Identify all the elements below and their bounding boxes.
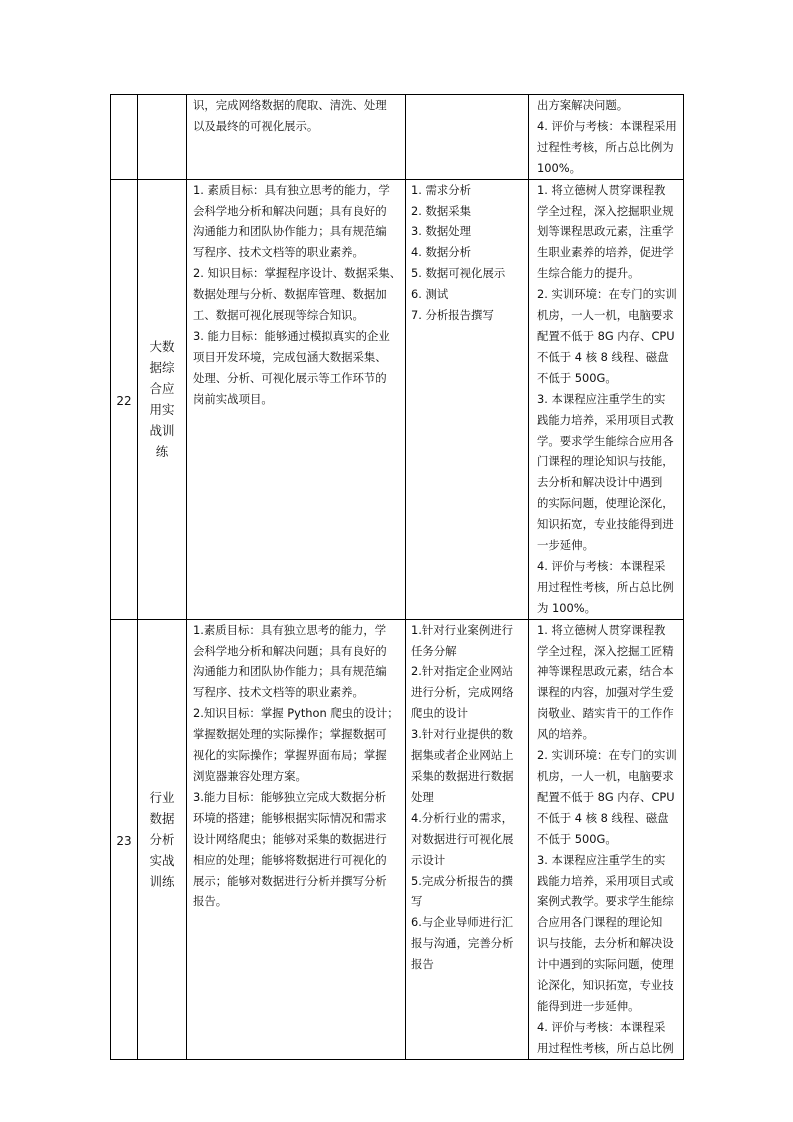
text-line: 项目开发环境，完成包涵大数据采集、 bbox=[193, 349, 387, 364]
text-line: 2. 实训环境：在专门的实训 bbox=[537, 287, 677, 302]
text-line: 写程序、技术文档等的职业素养。 bbox=[193, 245, 364, 260]
text-line: 配置不低于 8G 内存、CPU bbox=[537, 328, 675, 343]
text-line: 用过程性考核，所占总比例 bbox=[537, 1040, 674, 1055]
text-line: 3. 能力目标：能够通过模拟真实的企业 bbox=[193, 328, 390, 343]
curriculum-table bbox=[110, 94, 684, 1060]
text-line: 去分析和解决设计中遇到 bbox=[537, 475, 663, 490]
text-line: 为 100%。 bbox=[537, 600, 596, 615]
text-line: 门课程的理论知识与技能， bbox=[537, 454, 674, 469]
text-line: 识，完成网络数据的爬取、清洗、处理 bbox=[193, 98, 387, 112]
text-line: 出方案解决问题。 bbox=[537, 98, 629, 112]
text-line: 学全过程，深入挖掘工匠精 bbox=[537, 643, 674, 658]
course-name: 行业数据分析实战训练 bbox=[149, 789, 175, 889]
text-line: 1.素质目标：具有独立思考的能力，学 bbox=[193, 622, 387, 637]
text-line: 合应用各门课程的理论知 bbox=[537, 915, 663, 930]
text-line: 沟通能力和团队协作能力；具有规范编 bbox=[193, 664, 387, 679]
text-line: 学全过程，深入挖掘职业规 bbox=[537, 203, 674, 218]
text-line: 4. 评价与考核：本课程采 bbox=[537, 558, 666, 573]
text-line: 4. 评价与考核：本课程采 bbox=[537, 1019, 666, 1034]
text-line: 相应的处理；能够将数据进行可视化的 bbox=[193, 852, 387, 867]
text-line: 3. 本课程应注重学生的实 bbox=[537, 852, 666, 867]
text-line: 100%。 bbox=[537, 160, 581, 175]
text-line: 采集的数据进行数据 bbox=[411, 769, 514, 783]
text-line: 能得到进一步延伸。 bbox=[537, 998, 640, 1013]
text-line: 处理、分析、可视化展示等工作环节的 bbox=[193, 370, 387, 385]
text-line: 4. 评价与考核：本课程采用 bbox=[537, 118, 677, 133]
text-line: 践能力培养，采用项目式或 bbox=[537, 873, 674, 888]
text-line: 会科学地分析和解决问题；具有良好的 bbox=[193, 203, 387, 218]
table-row bbox=[111, 619, 684, 1059]
text-line: 设计网络爬虫；能够对采集的数据进行 bbox=[193, 831, 387, 846]
text-line: 1. 将立德树人贯穿课程教 bbox=[537, 182, 666, 197]
text-line: 2. 知识目标：掌握程序设计、数据采集、 bbox=[193, 266, 402, 281]
row-number-cell bbox=[111, 179, 138, 619]
teaching-requirements-text bbox=[529, 180, 683, 619]
row-number-cell bbox=[111, 619, 138, 1059]
text-line: 划等课程思政元素，注重学 bbox=[537, 224, 674, 239]
course-goals-cell bbox=[187, 179, 406, 619]
course-name-cell bbox=[138, 619, 187, 1059]
text-line: 2.针对指定企业网站 bbox=[411, 664, 513, 679]
text-line: 报告 bbox=[411, 957, 434, 972]
text-line: 不低于 500G。 bbox=[537, 831, 617, 846]
text-line: 报告。 bbox=[193, 894, 228, 909]
course-goals-text bbox=[187, 180, 405, 410]
text-line: 1.针对行业案例进行 bbox=[411, 622, 513, 637]
row-number-cell bbox=[111, 95, 138, 180]
row-number: 22 bbox=[116, 393, 132, 408]
text-line: 掌握数据处理的实际操作；掌握数据可 bbox=[193, 727, 387, 742]
text-line: 4.分析行业的需求， bbox=[411, 810, 513, 825]
course-content-cell bbox=[406, 95, 529, 180]
course-content-text bbox=[406, 180, 528, 326]
row-number: 23 bbox=[116, 833, 132, 848]
text-line: 的实际问题，使理论深化， bbox=[537, 496, 674, 511]
teaching-requirements-cell bbox=[529, 179, 684, 619]
text-line: 5.完成分析报告的撰 bbox=[411, 873, 513, 888]
text-line: 机房，一人一机，电脑要求 bbox=[537, 769, 674, 783]
course-goals-text bbox=[187, 620, 405, 913]
text-line: 进行分析，完成网络 bbox=[411, 685, 514, 700]
text-line: 展示；能够对数据进行分析并撰写分析 bbox=[193, 873, 387, 888]
text-line: 机房，一人一机，电脑要求 bbox=[537, 308, 674, 323]
text-line: 2. 数据采集 bbox=[411, 203, 472, 218]
text-line: 生综合能力的提升。 bbox=[537, 266, 640, 281]
text-line: 3. 数据处理 bbox=[411, 224, 472, 239]
text-line: 会科学地分析和解决问题；具有良好的 bbox=[193, 643, 387, 658]
text-line: 6.与企业导师进行汇 bbox=[411, 915, 513, 930]
text-line: 过程性考核，所占总比例为 bbox=[537, 139, 674, 154]
text-line: 神等课程思政元素，结合本 bbox=[537, 664, 674, 679]
text-line: 1. 需求分析 bbox=[411, 182, 472, 197]
text-line: 一步延伸。 bbox=[537, 538, 594, 553]
text-line: 任务分解 bbox=[411, 643, 457, 658]
text-line: 写 bbox=[411, 894, 423, 909]
text-line: 论深化，知识拓宽，专业技 bbox=[537, 978, 674, 993]
text-line: 践能力培养，采用项目式教 bbox=[537, 412, 674, 427]
text-line: 4. 数据分析 bbox=[411, 245, 472, 260]
table-row bbox=[111, 179, 684, 619]
table-row bbox=[111, 95, 684, 180]
text-line: 学。要求学生能综合应用各 bbox=[537, 433, 674, 448]
text-line: 以及最终的可视化展示。 bbox=[193, 118, 319, 133]
course-content-text bbox=[406, 620, 528, 975]
text-line: 数据处理与分析、数据库管理、数据加 bbox=[193, 287, 387, 302]
teaching-requirements-cell bbox=[529, 95, 684, 180]
text-line: 知识拓宽，专业技能得到进 bbox=[537, 517, 674, 532]
course-content-cell bbox=[406, 619, 529, 1059]
course-name-cell bbox=[138, 95, 187, 180]
course-goals-cell bbox=[187, 95, 406, 180]
text-line: 不低于 4 核 8 线程、磁盘 bbox=[537, 349, 669, 364]
text-line: 浏览器兼容处理方案。 bbox=[193, 769, 307, 783]
text-line: 6. 测试 bbox=[411, 287, 449, 302]
text-line: 计中遇到的实际问题，使理 bbox=[537, 957, 674, 972]
text-line: 岗前实战项目。 bbox=[193, 391, 273, 406]
text-line: 3.针对行业提供的数 bbox=[411, 727, 513, 742]
text-line: 1. 将立德树人贯穿课程教 bbox=[537, 622, 666, 637]
text-line: 对数据进行可视化展 bbox=[411, 831, 514, 846]
text-line: 1. 素质目标：具有独立思考的能力，学 bbox=[193, 182, 390, 197]
text-line: 报与沟通，完善分析 bbox=[411, 936, 514, 951]
text-line: 据集或者企业网站上 bbox=[411, 748, 514, 763]
text-line: 写程序、技术文档等的职业素养。 bbox=[193, 685, 364, 700]
text-line: 2.知识目标：掌握 Python 爬虫的设计； bbox=[193, 706, 399, 721]
course-content-cell bbox=[406, 179, 529, 619]
text-line: 识与技能，去分析和解决设 bbox=[537, 936, 674, 951]
course-name: 大数据综合应用实战训练 bbox=[149, 339, 175, 460]
text-line: 工、数据可视化展现等综合知识。 bbox=[193, 308, 364, 323]
text-line: 课程的内容，加强对学生爱 bbox=[537, 685, 674, 700]
text-line: 岗敬业、踏实肯干的工作作 bbox=[537, 706, 674, 721]
text-line: 案例式教学。要求学生能综 bbox=[537, 894, 674, 909]
teaching-requirements-cell bbox=[529, 619, 684, 1059]
text-line: 2. 实训环境：在专门的实训 bbox=[537, 748, 677, 763]
text-line: 处理 bbox=[411, 789, 434, 804]
text-line: 3.能力目标：能够独立完成大数据分析 bbox=[193, 789, 387, 804]
course-goals-text bbox=[187, 95, 405, 137]
text-line: 用过程性考核，所占总比例 bbox=[537, 579, 674, 594]
text-line: 视化的实际操作；掌握界面布局；掌握 bbox=[193, 748, 387, 763]
teaching-requirements-text bbox=[529, 95, 683, 179]
text-line: 不低于 500G。 bbox=[537, 370, 617, 385]
text-line: 3. 本课程应注重学生的实 bbox=[537, 391, 666, 406]
text-line: 不低于 4 核 8 线程、磁盘 bbox=[537, 810, 669, 825]
text-line: 配置不低于 8G 内存、CPU bbox=[537, 789, 675, 804]
teaching-requirements-text bbox=[529, 620, 683, 1059]
course-name-cell bbox=[138, 179, 187, 619]
text-line: 沟通能力和团队协作能力；具有规范编 bbox=[193, 224, 387, 239]
text-line: 5. 数据可视化展示 bbox=[411, 266, 506, 281]
text-line: 生职业素养的培养，促进学 bbox=[537, 245, 674, 260]
course-goals-cell bbox=[187, 619, 406, 1059]
text-line: 7. 分析报告撰写 bbox=[411, 308, 494, 323]
text-line: 爬虫的设计 bbox=[411, 706, 468, 721]
text-line: 风的培养。 bbox=[537, 727, 594, 742]
text-line: 示设计 bbox=[411, 852, 446, 867]
text-line: 环境的搭建；能够根据实际情况和需求 bbox=[193, 810, 387, 825]
